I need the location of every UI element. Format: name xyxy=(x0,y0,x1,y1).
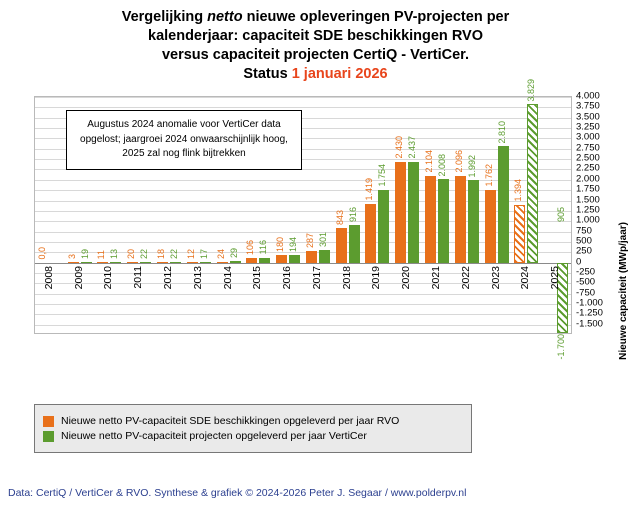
bar-value-label: 22 xyxy=(169,248,179,259)
bar-vc-2010 xyxy=(110,262,121,263)
x-tick-label: 2013 xyxy=(191,265,204,289)
y-axis-title: Nieuwe capaciteit (MWp/jaar) xyxy=(618,222,629,360)
x-tick-label: 2021 xyxy=(430,265,442,289)
gridline xyxy=(35,294,571,295)
bar-value-label: 2.008 xyxy=(437,153,447,177)
bar-value-label: 301 xyxy=(317,232,328,248)
y-tick-label: -1.250 xyxy=(576,307,603,319)
bar-value-label: 12 xyxy=(185,249,196,260)
bar-vc-2016 xyxy=(289,255,300,263)
x-tick-label: 2011 xyxy=(132,265,145,289)
bar-sde-2023 xyxy=(485,190,496,263)
title-line-3: versus capaciteit projecten CertiQ - VertiCer. xyxy=(161,47,470,64)
bar-vc-2023 xyxy=(498,146,509,262)
legend-swatch-verticer-icon xyxy=(43,431,54,442)
y-tick-label: 3.500 xyxy=(576,111,600,123)
bar-sde-2011 xyxy=(127,262,138,263)
y-tick-label: 2.250 xyxy=(576,162,600,174)
x-tick-label: 2012 xyxy=(162,265,174,289)
y-tick-label: 4.000 xyxy=(576,90,600,102)
bar-value-label: 17 xyxy=(198,248,209,259)
bar-vc-2014 xyxy=(230,261,241,262)
bar-value-label: 18 xyxy=(156,248,166,259)
y-tick-label: -750 xyxy=(576,287,596,299)
page-title xyxy=(0,0,631,85)
bar-value-label: 2.810 xyxy=(496,120,507,144)
annotation-box: Augustus 2024 anomalie voor VertiCer data opgelost; jaargroei 2024 onwaarschijnlijk hoog, 2025 zal nog flink bijtrekken xyxy=(66,110,302,170)
legend-label-verticer: Nieuwe netto PV-capaciteit projecten opgeleverd per jaar VertiCer xyxy=(61,430,367,442)
bar-value-label: 106 xyxy=(245,240,256,256)
x-tick-label: 2019 xyxy=(370,265,383,289)
bar-value-label: 2.430 xyxy=(394,136,405,160)
bar-vc-2024 xyxy=(527,104,538,263)
y-tick-label: 1.250 xyxy=(576,204,600,216)
gridline xyxy=(35,97,571,98)
bar-value-label: 194 xyxy=(288,236,299,252)
y-tick-label: 3.250 xyxy=(576,121,600,133)
y-tick-label: 1.000 xyxy=(576,214,600,226)
y-tick-label: 250 xyxy=(576,245,592,257)
bar-value-label: 29 xyxy=(228,248,239,259)
legend-swatch-sde-icon xyxy=(43,416,54,427)
bar-value-label-2025-verticer-partial: 905 xyxy=(556,207,567,223)
bar-value-label: 22 xyxy=(139,248,150,259)
y-tick-label: 0 xyxy=(576,256,582,268)
gridline xyxy=(35,314,571,315)
bar-sde-2020 xyxy=(395,162,406,263)
x-tick-label: 2025 xyxy=(549,265,562,289)
y-tick-label: 750 xyxy=(576,225,592,237)
bar-sde-2024 xyxy=(514,205,525,263)
bar-value-label: 24 xyxy=(215,248,226,259)
y-tick-label: 3.750 xyxy=(576,100,600,112)
legend-item-verticer xyxy=(43,430,463,442)
bar-value-label: 13 xyxy=(109,249,120,260)
bar-value-label: 1.762 xyxy=(483,164,494,187)
bar-value-label: 19 xyxy=(79,248,90,259)
bar-value-label: 916 xyxy=(347,206,358,222)
y-tick-label: 3.000 xyxy=(576,131,600,143)
bar-sde-2014 xyxy=(217,262,228,263)
legend-item-sde xyxy=(43,415,463,427)
y-tick-label: 500 xyxy=(576,235,592,247)
bar-vc-2017 xyxy=(319,250,330,262)
bar-vc-2013 xyxy=(200,262,211,263)
y-tick-label: 1.500 xyxy=(576,194,600,205)
y-tick-label: -1.000 xyxy=(576,297,603,309)
bar-vc-2019 xyxy=(378,190,389,263)
bar-sde-2010 xyxy=(97,262,108,263)
bar-vc-2011 xyxy=(140,262,151,263)
gridline xyxy=(35,325,571,326)
bar-sde-2016 xyxy=(276,255,287,262)
x-tick-label: 2017 xyxy=(310,265,323,289)
x-tick-label: 2009 xyxy=(72,265,85,289)
gridline xyxy=(35,107,571,108)
y-tick-label: -500 xyxy=(576,276,596,288)
status-date: 1 januari 2026 xyxy=(291,66,388,83)
chart-legend xyxy=(34,404,472,453)
bar-value-label: 2.104 xyxy=(424,149,434,173)
x-tick-label: 2018 xyxy=(340,265,353,289)
bar-value-label: 11 xyxy=(96,249,107,260)
y-tick-label: 2.750 xyxy=(576,142,600,154)
bar-vc-2015 xyxy=(259,258,270,263)
bar-value-label: 20 xyxy=(126,248,137,259)
bar-value-label: 116 xyxy=(258,240,269,255)
bar-value-label: 2.437 xyxy=(407,136,418,159)
x-tick-label: 2014 xyxy=(221,265,234,289)
bar-sde-2013 xyxy=(187,262,198,263)
bar-vc-2009 xyxy=(81,262,92,263)
bar-vc-2020 xyxy=(408,162,419,263)
bar-value-label: 1.992 xyxy=(466,154,477,178)
bar-value-label: 1.754 xyxy=(377,164,388,187)
bar-value-label: 287 xyxy=(304,232,315,248)
x-tick-label: 2023 xyxy=(489,265,502,289)
x-tick-label: 2015 xyxy=(251,265,264,289)
title-line-2: kalenderjaar: capaciteit SDE beschikkingen RVO xyxy=(148,28,483,45)
title-line-1: Vergelijking netto nieuwe opleveringen PV-projecten per xyxy=(121,9,510,25)
bar-sde-2009 xyxy=(68,262,79,263)
bar-vc-2021 xyxy=(438,179,449,262)
bar-value-label: 180 xyxy=(275,237,286,253)
bar-sde-2012 xyxy=(157,262,168,263)
bar-value-label: 3 xyxy=(66,254,77,260)
bar-vc-2012 xyxy=(170,262,181,263)
legend-label-sde: Nieuwe netto PV-capaciteit SDE beschikkingen opgeleverd per jaar RVO xyxy=(61,415,400,427)
x-tick-label: 2008 xyxy=(42,265,55,289)
y-tick-label: 2.500 xyxy=(576,152,600,164)
bar-sde-2021 xyxy=(425,176,436,263)
chart-area xyxy=(0,78,631,402)
bar-value-label: 1.419 xyxy=(364,178,375,201)
bar-sde-2022 xyxy=(455,176,466,263)
gridline xyxy=(35,304,571,305)
y-tick-label: 1.750 xyxy=(576,183,600,195)
y-tick-label: -1.500 xyxy=(576,318,603,330)
x-tick-label: 2024 xyxy=(519,265,532,289)
bar-sde-2019 xyxy=(365,204,376,263)
x-tick-label: 2016 xyxy=(281,265,294,289)
bar-value-label: 2.096 xyxy=(453,150,464,173)
bar-value-label: -1.700 xyxy=(556,334,567,360)
bar-sde-2018 xyxy=(336,228,347,263)
bar-vc-2022 xyxy=(468,180,479,262)
bar-sde-2015 xyxy=(246,258,257,262)
bar-value-label: 1.394 xyxy=(513,179,524,202)
y-tick-label: 2.000 xyxy=(576,173,600,185)
bar-vc-2018 xyxy=(349,225,360,263)
bar-sde-2017 xyxy=(306,251,317,263)
y-tick-label: -250 xyxy=(576,266,596,278)
bar-value-label: 3.829 xyxy=(526,78,537,102)
x-tick-label: 2020 xyxy=(400,265,413,289)
x-tick-label: 2010 xyxy=(102,265,115,289)
bar-value-label: 843 xyxy=(334,209,345,225)
title-line-4: Status 1 januari 2026 xyxy=(243,66,388,83)
x-tick-label: 2022 xyxy=(459,265,472,289)
footer-credit: Data: CertiQ / VertiCer & RVO. Synthese & grafiek © 2024-2026 Peter J. Segaar / www.polderpv.nl xyxy=(8,487,467,499)
bar-value-label: 0,0 xyxy=(36,247,47,260)
